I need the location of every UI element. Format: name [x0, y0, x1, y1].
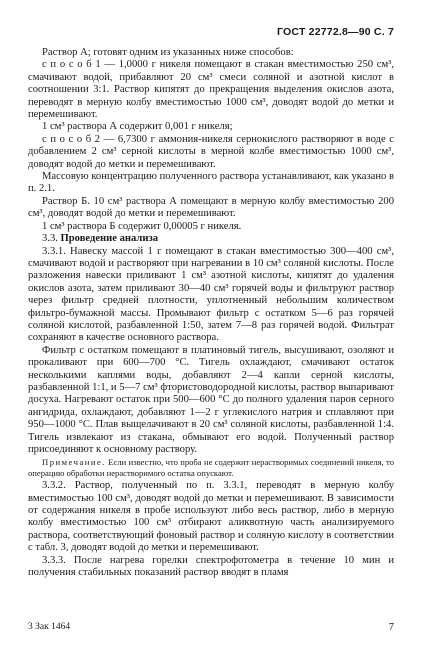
paragraph: Раствор Б. 10 см³ раствора А помещают в мерную колбу вместимостью 200 см³, доводят водой до метки и перемешивают. [28, 195, 394, 220]
section-number: 3.3. [42, 233, 58, 245]
paragraph: 3.3.2. Раствор, полученный по п. 3.3.1, переводят в мерную колбу вместимостью 100 см³, доводят водой до метки и перемешивают. В зависимости от содержания никеля в пробе используют либо весь раствор, либо в мерную колбу вместимостью 100 см³ отбирают аликвотную часть анализируемого раствора, соответствующий фоновый раствор и соляную кислоту в соответствии с табл. 3, доводят водой до метки и перемешивают. [28, 480, 394, 554]
note [28, 457, 394, 478]
paragraph: с п о с о б 1 — 1,0000 г никеля помещают в стакан вместимостью 250 см³, смачивают водой, прибавляют 20 см³ смеси соляной и азотной кислот в соотношении 3:1. Раствор кипятят до прекращения выделения окислов азота, переводят в мерную колбу вместимостью 1000 см³, доводят водой до метки и перемешивают. [28, 59, 394, 121]
paragraph: Раствор А; готовят одним из указанных ниже способов: [42, 47, 294, 58]
paragraph: Фильтр с остатком помещают в платиновый тигель, высушивают, озоляют и прокаливают при 600—700 °С. Тигель охлаждают, смачивают остаток несколькими каплями воды, добавляют 2—4 капли серной кислоты, разбавленной 1:1, и 5—7 см³ фтористоводородной кислоты, раствор выпаривают досуха. Нагревают остаток при 500—600 °С до полного удаления паров серного ангидрида, охлаждают, добавляют 1—2 г углекислого натрия и сплавляют при 950—1000 °С. Плав выщелачивают в 20 см³ соляной кислоты, разбавленной 1:4. Тигель извлекают из стакана, обмывают его водой. Полученный раствор присоединяют к основному раствору. [28, 344, 394, 455]
paragraph: 3.3.3. После нагрева горелки спектрофотометра в течение 10 мин и получения стабильных показаний раствор вводят в пламя [28, 554, 394, 579]
paragraph: Массовую концентрацию полученного раствора устанавливают, как указано в п. 2.1. [28, 171, 394, 195]
section-title: Проведение анализа [60, 233, 159, 245]
page-header: ГОСТ 22772.8—90 С. 7 [277, 26, 394, 38]
section-heading [28, 233, 394, 245]
paragraph: 1 см³ раствора Б содержит 0,00005 г никеля. [42, 220, 242, 232]
page-footer [28, 622, 394, 633]
page-number: 7 [388, 622, 394, 633]
note-text: Если известно, что проба не содержит нерастворимых соединений никеля, то операцию обработки нерастворимого остатка опускают. [28, 457, 394, 478]
paragraph: с п о с о б 2 — 6,7300 г аммония-никеля сернокислого растворяют в воде с добавлением 2 см³ серной кислоты в мерной колбе вместимостью 1000 см³, доводят водой до метки и перемешивают. [28, 133, 394, 170]
print-order: 3 Зак 1464 [28, 622, 71, 632]
paragraph: 3.3.1. Навеску массой 1 г помещают в стакан вместимостью 300—400 см³, смачивают водой и растворяют при нагревании в 10 см³ соляной кислоты. После разложения навески приливают 1 см³ азотной кислоты, кипятят до удаления окислов азота, затем приливают 30—40 см³ горячей воды и фильтруют раствор через фильтр средней плотности, уплотненный небольшим количеством фильтро-бумажной массы. Промывают фильтр с остатком 5—6 раз горячей соляной кислотой, разбавленной 1:50, затем 7—8 раз горячей водой. Фильтрат сохраняют в качестве основного раствора. [28, 245, 394, 344]
paragraph: 1 см³ раствора А содержит 0,001 г никеля; [42, 121, 233, 133]
note-label: Примечание. [42, 457, 106, 468]
